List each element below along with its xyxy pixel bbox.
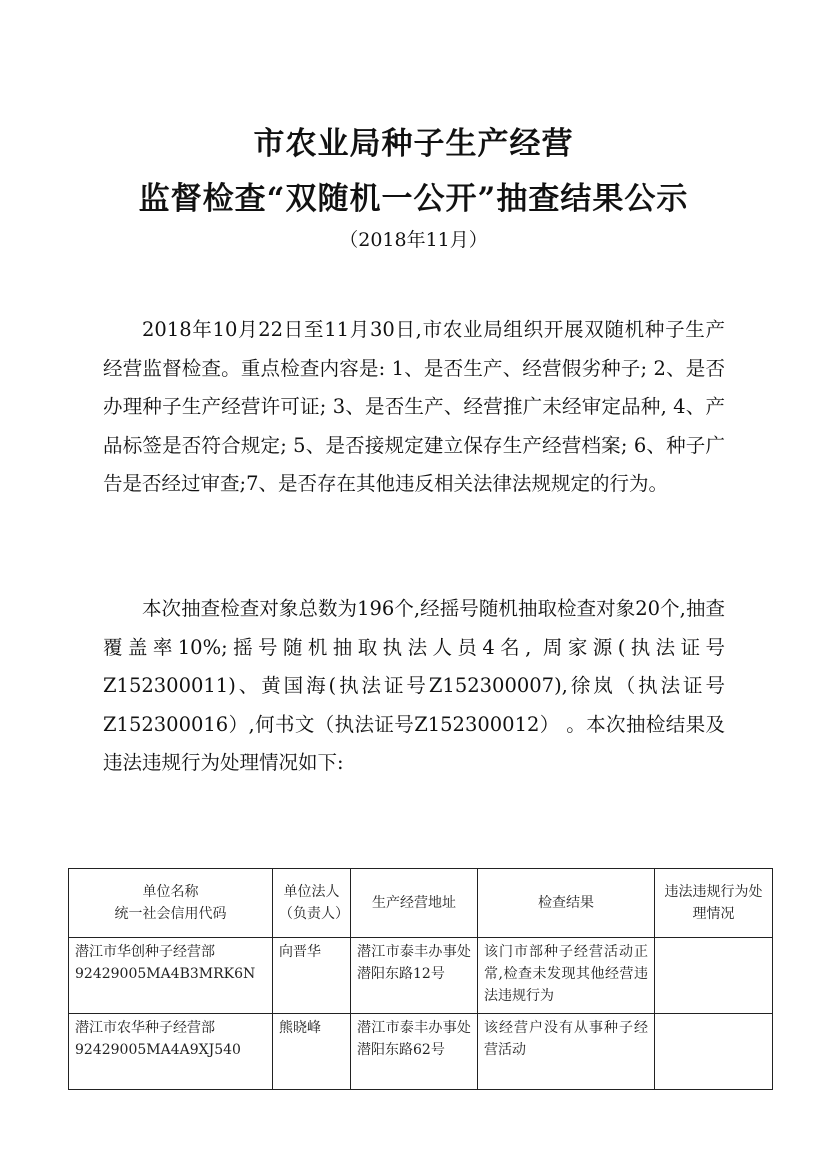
inspection-results-table: [68, 868, 773, 1090]
header-credit-code-label: 统一社会信用代码: [114, 906, 227, 922]
cell-handling: [655, 938, 773, 1014]
cell-legal-person: 熊晓峰: [273, 1014, 351, 1090]
header-result: 检查结果: [478, 869, 655, 938]
cell-address: 潜江市泰丰办事处潜阳东路12号: [351, 938, 478, 1014]
cell-credit-code: 92429005MA4A9XJ540: [75, 1042, 241, 1058]
header-address: 生产经营地址: [351, 869, 478, 938]
cell-unit-name: 潜江市农华种子经营部: [75, 1020, 215, 1036]
table-header-row: [69, 869, 773, 938]
table-row: [69, 1014, 773, 1090]
cell-unit: [69, 1014, 273, 1090]
header-unit-name-label: 单位名称: [142, 884, 199, 900]
cell-handling: [655, 1014, 773, 1090]
body-paragraph-1: 2018年10月22日至11月30日,市农业局组织开展双随机种子生产经营监督检查。重点检查内容是: 1、是否生产、经营假劣种子; 2、是否办理种子生产经营许可证; 3、是否生产、经营推广未经审定品种, 4、产品标签是否符合规定; 5、是否接规定建立保存生产经营档案; 6、种子广告是否经过审查;7、是否存在其他违反相关法律法规规定的行为。: [103, 318, 725, 495]
cell-credit-code: 92429005MA4B3MRK6N: [75, 966, 256, 982]
cell-address: 潜江市泰丰办事处潜阳东路62号: [351, 1014, 478, 1090]
cell-legal-person: 向晋华: [273, 938, 351, 1014]
cell-result: 该经营户没有从事种子经营活动: [478, 1014, 655, 1090]
table-row: [69, 938, 773, 1014]
document-title-line1: 市农业局种子生产经营: [253, 126, 574, 162]
cell-unit: [69, 938, 273, 1014]
document-date: （2018年11月）: [339, 229, 488, 251]
header-legal-person: 单位法人（负责人）: [273, 869, 351, 938]
header-handling: 违法违规行为处理情况: [655, 869, 773, 938]
header-unit-name: [69, 869, 273, 938]
body-paragraph-2: 本次抽查检查对象总数为196个,经摇号随机抽取检查对象20个,抽查覆盖率10%;摇号随机抽取执法人员4名, 周家源(执法证号 Z152300011)、黄国海(执法证号Z152300007),徐岚（执法证号Z152300016）,何书文（执法证号Z152300012） 。本次抽检结果及违法违规行为处理情况如下:: [103, 597, 725, 774]
document-title-line2: 监督检查“双随机一公开”抽查结果公示: [138, 181, 689, 217]
cell-unit-name: 潜江市华创种子经营部: [75, 944, 215, 960]
cell-result: 该门市部种子经营活动正常,检查未发现其他经营违法违规行为: [478, 938, 655, 1014]
